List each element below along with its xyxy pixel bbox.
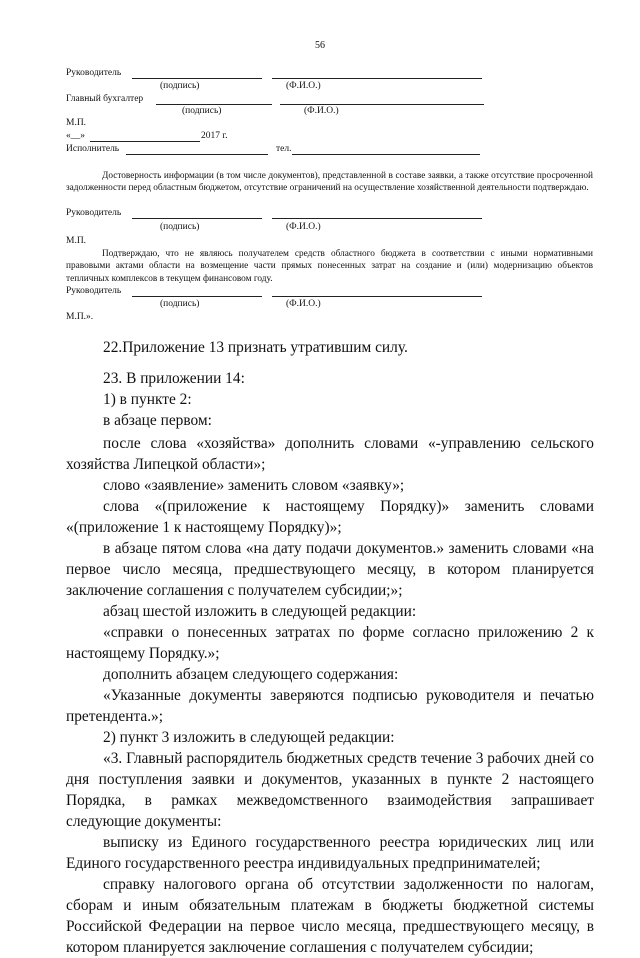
date-prefix: «__» [66, 131, 85, 141]
paragraph: слова «(приложение к настоящему Порядку)» заменить словами «(приложение 1 к настоящему Порядку)»; [66, 498, 594, 536]
phone-label: тел. [276, 144, 292, 154]
sign-caption: (подпись) [182, 106, 222, 116]
paragraph: после слова «хозяйства» дополнить словами «-управлению сельского хозяйства Липецкой области»; [66, 435, 594, 473]
accountant-label: Главный бухгалтер [66, 94, 144, 104]
stamp-label: М.П.». [66, 312, 94, 322]
name-line [280, 104, 484, 105]
name-line [272, 218, 482, 219]
paragraph: «справки о понесенных затратах по форме согласно приложению 2 к настоящему Порядку.»; [66, 624, 594, 662]
paragraph: абзац шестой изложить в следующей редакции: [103, 603, 417, 620]
page-number: 56 [315, 40, 325, 51]
paragraph: слово «заявление» заменить словом «заявку»; [103, 477, 405, 494]
phone-line [292, 154, 480, 155]
fio-caption: (Ф.И.О.) [286, 299, 321, 309]
paragraph: дополнить абзацем следующего содержания: [103, 666, 399, 683]
head-label: Руководитель [66, 208, 122, 218]
signature-line [132, 296, 262, 297]
head-label: Руководитель [66, 68, 122, 78]
confirmation-paragraph: Подтверждаю, что не являюсь получателем средств областного бюджета в соответствии с иными нормативными правовыми актами области на возмещение части прямых понесенных затрат на создание и (или) модернизацию объектов тепличных комплексов в текущем финансовом году. [66, 249, 593, 284]
fio-caption: (Ф.И.О.) [304, 106, 339, 116]
sign-caption: (подпись) [160, 222, 200, 232]
certification-paragraph: Достоверность информации (в том числе документов), представленной в составе заявки, а также отсутствие просроченной задолженности перед областным бюджетом, отсутствие ограничений на осуществление хозяйственной деятельности подтверждаю. [66, 171, 593, 194]
sign-caption: (подпись) [160, 81, 200, 91]
paragraph: выписку из Единого государственного реестра юридических лиц или Единого государственного реестра индивидуальных предпринимателей; [66, 834, 594, 872]
executor-line [126, 154, 268, 155]
stamp-label: М.П. [66, 236, 87, 246]
paragraph: «Указанные документы заверяются подписью руководителя и печатью претендента.»; [66, 687, 594, 725]
name-line [272, 296, 482, 297]
stamp-label: М.П. [66, 118, 87, 128]
date-line [90, 141, 200, 142]
paragraph: 2) пункт 3 изложить в следующей редакции: [103, 729, 395, 746]
fio-caption: (Ф.И.О.) [286, 222, 321, 232]
executor-label: Исполнитель [66, 144, 120, 154]
signature-line [132, 218, 262, 219]
subitem-1: 1) в пункте 2: [103, 391, 192, 408]
name-line [272, 78, 482, 79]
head-label: Руководитель [66, 286, 122, 296]
fio-caption: (Ф.И.О.) [286, 81, 321, 91]
paragraph: в абзаце пятом слова «на дату подачи документов.» заменить словами «на первое число месяца, предшествующего месяцу, в котором планируется заключение соглашения с получателем субсидии;»; [66, 540, 594, 599]
paragraph-line: в абзаце первом: [103, 412, 212, 429]
item-23: 23. В приложении 14: [103, 370, 245, 387]
sign-caption: (подпись) [160, 299, 200, 309]
signature-line [156, 104, 272, 105]
date-year: 2017 г. [201, 131, 228, 141]
paragraph: справку налогового органа об отсутствии задолженности по налогам, сборам и иным обязательным платежам в бюджеты бюджетной системы Российской Федерации на первое число месяца, предшествующего месяцу, в котором планируется заключение соглашения с получателем субсидии; [66, 876, 594, 956]
signature-line [132, 78, 262, 79]
paragraph: «3. Главный распорядитель бюджетных средств течение 3 рабочих дней со дня поступления заявки и документов, указанных в пункте 2 настоящего Порядка, в рамках межведомственного взаимодействия запрашивает следующие документы: [66, 750, 594, 830]
item-22: 22.Приложение 13 признать утратившим силу. [103, 339, 408, 356]
